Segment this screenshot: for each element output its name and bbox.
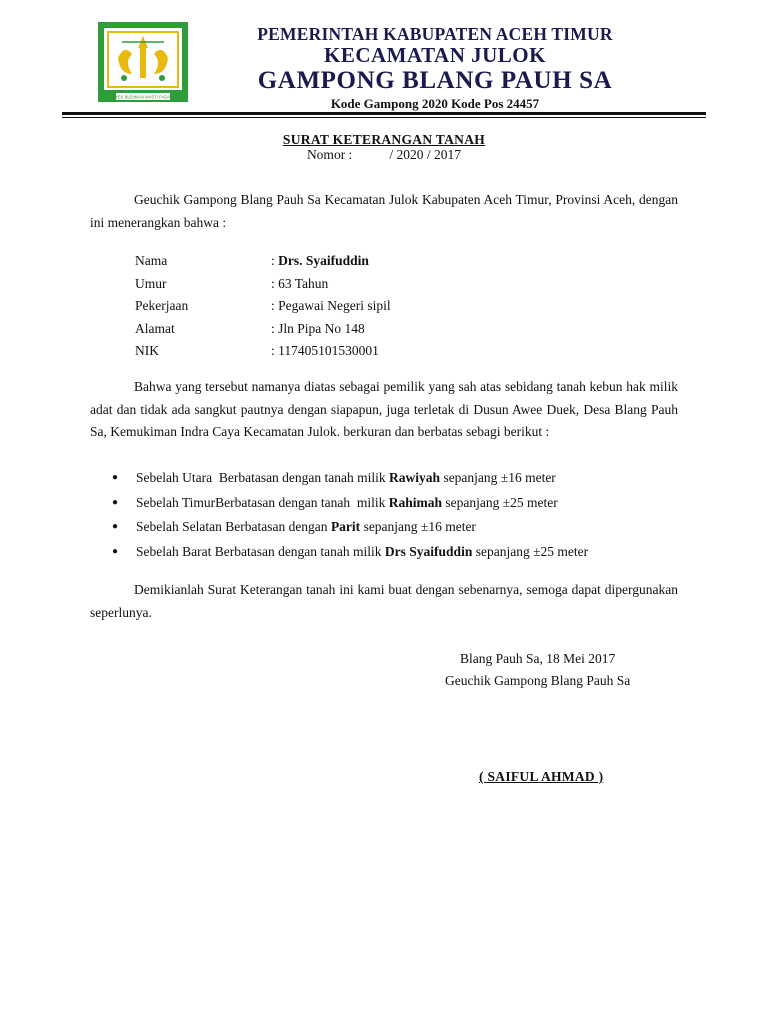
letterhead-rule-thin xyxy=(62,117,706,118)
bullet-icon: ● xyxy=(112,521,119,532)
list-item: ● Sebelah Utara Berbatasan dengan tanah milik Rawiyah sepanjang ±16 meter xyxy=(112,466,588,491)
list-item: ● Sebelah Selatan Berbatasan dengan Parit sepanjang ±16 meter xyxy=(112,515,588,540)
letterhead xyxy=(205,24,665,112)
identity-list xyxy=(135,250,391,363)
identity-value: : Jln Pipa No 148 xyxy=(271,320,365,336)
letterhead-rule-thick xyxy=(62,112,706,115)
document-title-block xyxy=(0,132,768,162)
statement-paragraph: Bahwa yang tersebut namanya diatas sebagai pemilik yang sah atas sebidang tanah kebun hak milik adat dan tidak ada sangkut pautnya dengan siapapun, juga terletak di Dusun Awee Duek, Desa Blang Pauh Sa, Kemukiman Indra Caya Kecamatan Julok. berkuran dan berbatas sebagi berikut : xyxy=(90,379,678,439)
list-item: ● Sebelah TimurBerbatasan dengan tanah milik Rahimah sepanjang ±25 meter xyxy=(112,491,588,516)
identity-row xyxy=(135,250,391,273)
logo-motto: RAYEK BUDIMAN MASTI PADANG xyxy=(109,94,177,100)
signer-name: ( SAIFUL AHMAD ) xyxy=(479,769,604,784)
bullet-icon: ● xyxy=(112,496,119,508)
identity-name-value: Drs. Syaifuddin xyxy=(278,253,369,268)
bullet-icon: ● xyxy=(112,545,119,557)
opening-paragraph: Geuchik Gampong Blang Pauh Sa Kecamatan Julok Kabupaten Aceh Timur, Provinsi Aceh, dengan ini menerangkan bahwa : xyxy=(90,192,678,230)
letterhead-village: GAMPONG BLANG PAUH SA xyxy=(257,67,613,94)
closing-paragraph: Demikianlah Surat Keterangan tanah ini kami buat dengan sebenarnya, semoga dapat dipergunakan seperlunya. xyxy=(90,582,678,620)
bullet-icon: ● xyxy=(112,472,119,483)
identity-row xyxy=(135,318,391,341)
identity-row xyxy=(135,295,391,318)
identity-label: Alamat xyxy=(135,320,175,336)
document-title: SURAT KETERANGAN TANAH xyxy=(282,132,486,147)
list-item: ● Sebelah Barat Berbatasan dengan tanah milik Drs Syaifuddin sepanjang ±25 meter xyxy=(112,540,588,565)
document-number: Nomor : / 2020 / 2017 xyxy=(306,147,462,162)
identity-value: : 117405101530001 xyxy=(271,343,379,358)
regency-logo xyxy=(94,18,192,106)
identity-value: : 63 Tahun xyxy=(271,275,329,291)
letterhead-codes: Kode Gampong 2020 Kode Pos 24457 xyxy=(330,96,540,111)
letterhead-government: PEMERINTAH KABUPATEN ACEH TIMUR xyxy=(257,24,613,44)
identity-label: Pekerjaan xyxy=(135,298,189,313)
identity-label: Nama xyxy=(135,253,168,268)
identity-row xyxy=(135,273,391,296)
border-list xyxy=(112,466,588,564)
signer-title: Geuchik Gampong Blang Pauh Sa xyxy=(445,673,631,688)
identity-row xyxy=(135,340,391,363)
identity-label: NIK xyxy=(135,343,159,358)
place-date: Blang Pauh Sa, 18 Mei 2017 xyxy=(460,651,616,666)
letterhead-district: KECAMATAN JULOK xyxy=(324,43,546,67)
identity-value: : Drs. Syaifuddin xyxy=(271,253,369,268)
identity-value: : Pegawai Negeri sipil xyxy=(271,298,391,313)
identity-label: Umur xyxy=(135,275,167,291)
